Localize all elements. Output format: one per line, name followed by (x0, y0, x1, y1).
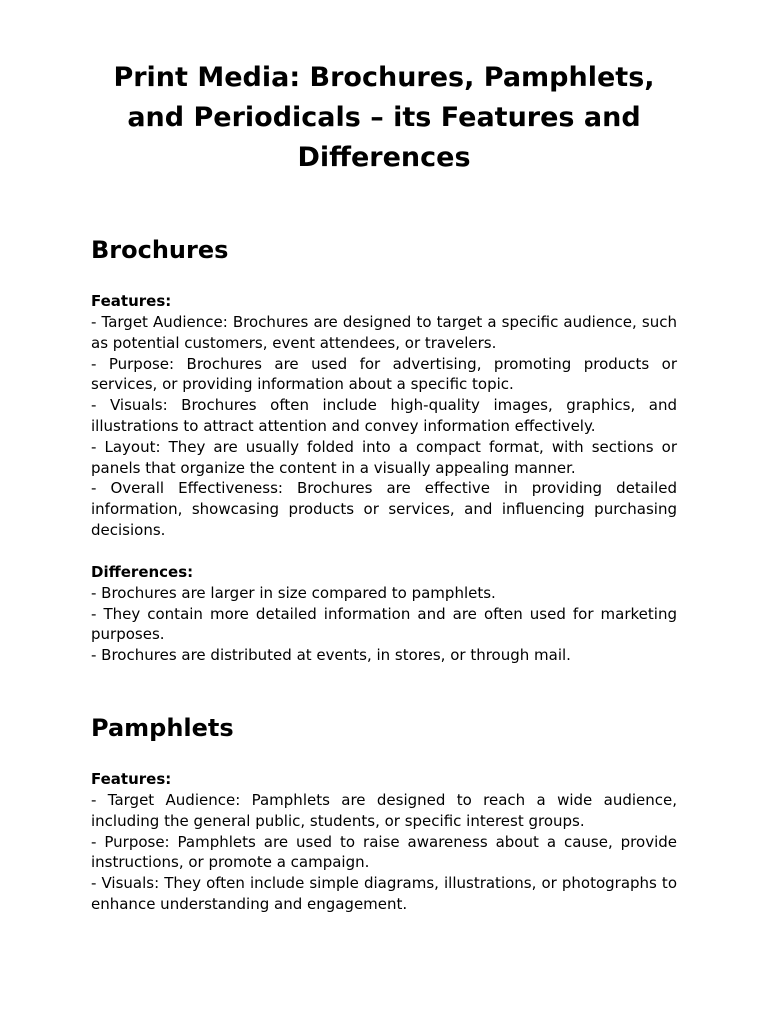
list-item: - Layout: They are usually folded into a compact format, with sections or panels that organize the content in a visually appealing manner. (91, 437, 677, 477)
section-heading: Brochures (91, 236, 229, 264)
section-brochures (91, 235, 677, 666)
list-item: - Visuals: They often include simple diagrams, illustrations, or photographs to enhance understanding and engagement. (91, 874, 677, 913)
list-item: - Target Audience: Pamphlets are designed to reach a wide audience, including the general public, students, or specific interest groups. (91, 790, 677, 830)
differences-label: Differences: (91, 562, 194, 581)
features-label: Features: (91, 769, 172, 788)
list-item: - Visuals: Brochures often include high-quality images, graphics, and illustrations to attract attention and convey information effectively. (91, 396, 677, 435)
list-item: - Purpose: Pamphlets are used to raise awareness about a cause, provide instructions, or promote a campaign. (91, 832, 677, 872)
list-item: - Target Audience: Brochures are designed to target a specific audience, such as potential customers, event attendees, or travelers. (91, 313, 677, 352)
section-pamphlets (91, 713, 677, 915)
features-list (91, 790, 677, 915)
list-item: - They contain more detailed information and are often used for marketing purposes. (91, 604, 677, 644)
features-list (91, 312, 677, 541)
list-item: - Overall Effectiveness: Brochures are effective in providing detailed information, showcasing products or services, and influencing purchasing decisions. (91, 479, 677, 539)
document-title: Print Media: Brochures, Pamphlets, and Periodicals – its Features and Differences (113, 62, 655, 173)
section-heading: Pamphlets (91, 713, 234, 742)
list-item: - Brochures are larger in size compared to pamphlets. (91, 583, 496, 602)
list-item: - Purpose: Brochures are used for advertising, promoting products or services, or providing information about a specific topic. (91, 354, 677, 394)
differences-list (91, 583, 677, 666)
features-label: Features: (91, 292, 172, 310)
list-item: - Brochures are distributed at events, in stores, or through mail. (91, 646, 571, 665)
